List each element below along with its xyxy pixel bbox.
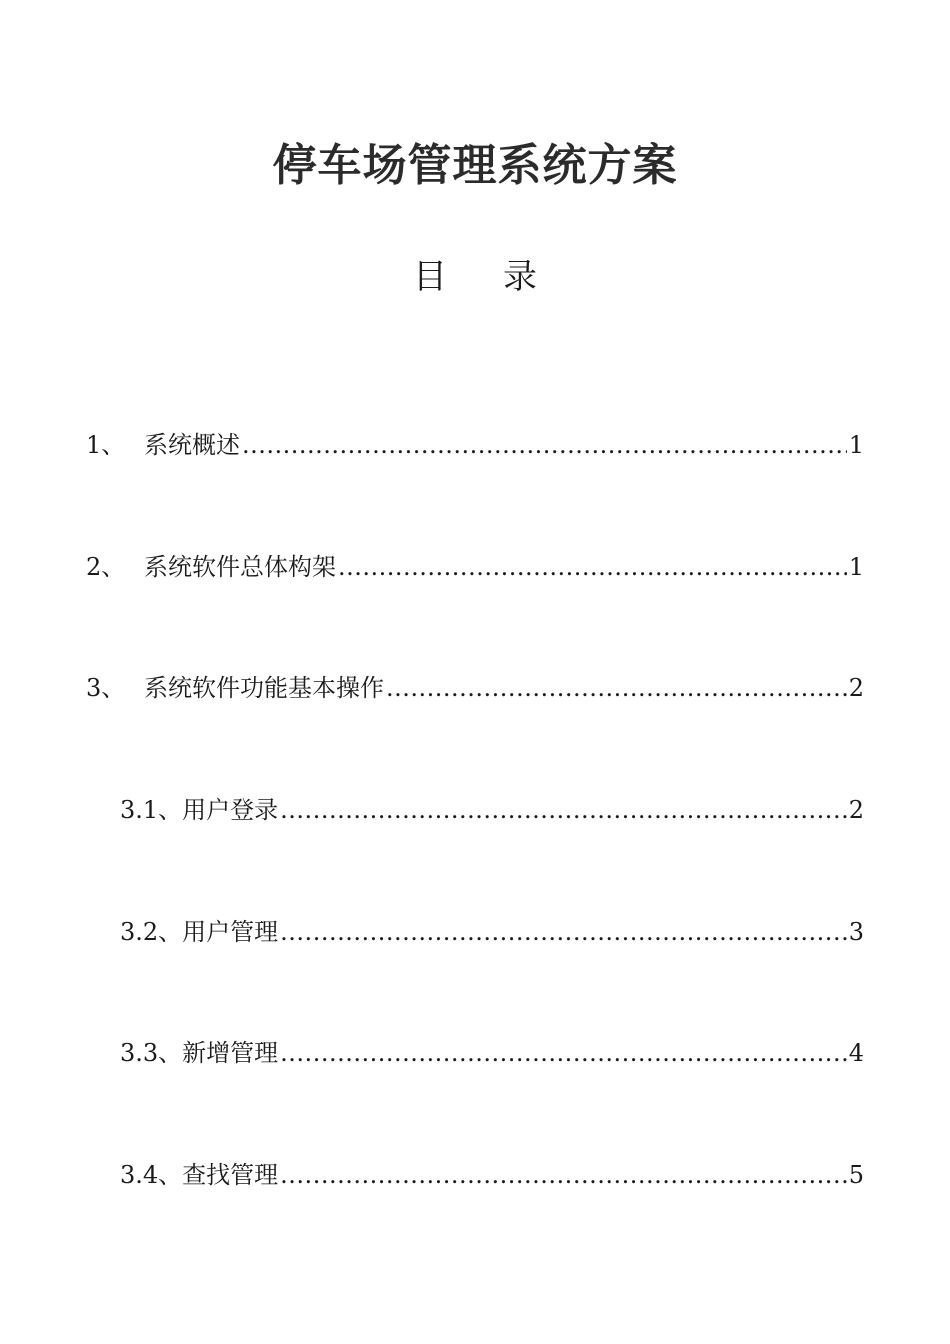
toc-dot-leader	[280, 1036, 847, 1070]
toc-entry-number: 3.2、	[120, 918, 183, 946]
toc-entry-number: 3.1、	[120, 796, 183, 824]
toc-entry-page: 2	[848, 796, 864, 824]
toc-entry-page: 5	[848, 1161, 864, 1189]
toc-entry-number: 3.4、	[120, 1161, 183, 1189]
document-title: 停车场管理系统方案	[272, 140, 678, 191]
toc-dot-leader	[386, 671, 847, 705]
toc-entry-number: 2、	[86, 553, 126, 581]
toc-dot-leader	[338, 550, 847, 584]
toc-entry-page: 3	[848, 918, 864, 946]
toc-entry-page: 1	[848, 431, 864, 459]
toc-entry-title: 用户管理	[182, 918, 279, 946]
toc-entry-title: 系统软件功能基本操作	[144, 674, 384, 702]
toc-entry-title: 系统概述	[144, 431, 240, 459]
toc-entry-2[interactable]	[86, 550, 864, 584]
toc-entry-title: 查找管理	[182, 1161, 279, 1189]
toc-entry-page: 2	[848, 674, 864, 702]
toc-dot-leader	[242, 428, 847, 462]
toc-entry-title: 系统软件总体构架	[144, 553, 336, 581]
toc-entry-3-3[interactable]	[120, 1036, 864, 1070]
toc-heading-char-2: 录	[503, 257, 537, 297]
toc-entry-3-1[interactable]	[120, 793, 864, 827]
toc-dot-leader	[280, 793, 847, 827]
toc-entry-3-2[interactable]	[120, 915, 864, 949]
toc-entry-number: 3.3、	[120, 1039, 183, 1067]
toc-entry-3-4[interactable]	[120, 1158, 864, 1192]
toc-entry-number: 3、	[86, 674, 126, 702]
toc-heading-char-1: 目	[413, 257, 447, 297]
toc-entry-title: 新增管理	[182, 1039, 279, 1067]
toc-entry-title: 用户登录	[182, 796, 279, 824]
toc-heading	[0, 254, 950, 300]
toc-entry-page: 4	[848, 1039, 864, 1067]
toc-entry-1[interactable]	[86, 428, 864, 462]
toc-entry-3[interactable]	[86, 671, 864, 705]
toc-dot-leader	[280, 1158, 847, 1192]
toc-dot-leader	[280, 915, 847, 949]
toc-entry-page: 1	[848, 553, 864, 581]
toc-entry-number: 1、	[86, 431, 126, 459]
